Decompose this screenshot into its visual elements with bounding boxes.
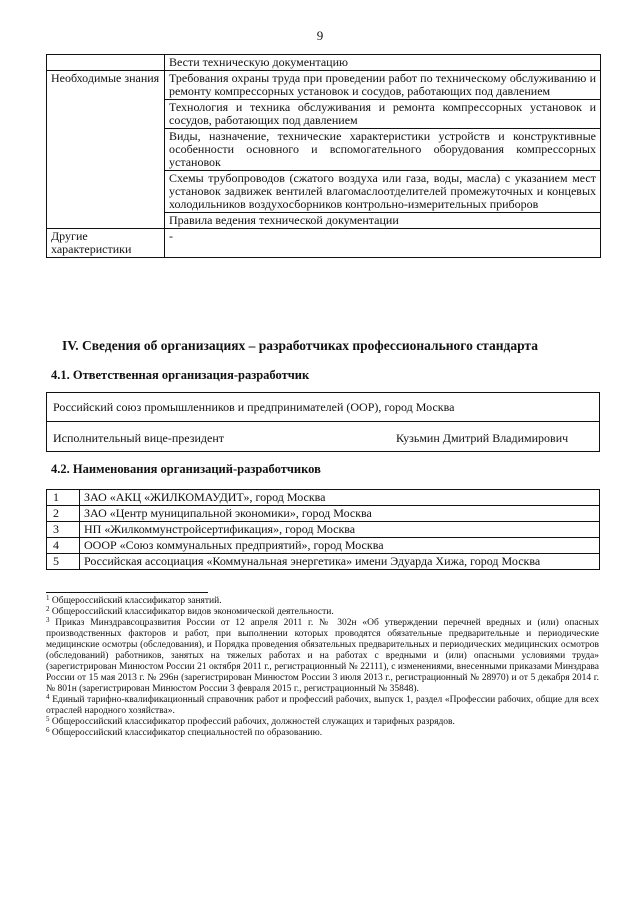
footnote: [46, 596, 599, 607]
developer-number: 3: [47, 522, 80, 538]
footnote-text: Приказ Минздравсоцразвития России от 12 апреля 2011 г. № 302н «Об утверждении перечней вредных и (или) опасных производственных факторов и работ, при выполнении которых проводятся обязательные предварительные и периодические медицинские осмотры (обследования), и Порядка проведения обязательных предварительных и периодических медицинских осмотров (обследований) работников, занятых на тяжелых работах и на работах с вредными и (или) опасными условиями труда» (зарегистрирован Минюстом России 21 октября 2011 г., регистрационный № 22111), с изменениями, внесенными приказами Минздрава России от 15 мая 2013 г. № 296н (зарегистрирован Минюстом России 3 июля 2013 г., регистрационный № 28970) и от 5 декабря 2014 г. № 801н (зарегистрирован Минюстом России 3 февраля 2015 г., регистрационный № 35848).: [46, 618, 599, 694]
row-label-knowledge: Необходимые знания: [47, 71, 165, 229]
footnotes: [46, 596, 599, 739]
responsible-org-row: [47, 393, 599, 422]
signatory-position: Исполнительный вице-президент: [53, 431, 225, 445]
subsection-title-responsible: 4.1. Ответственная организация-разработчик: [51, 368, 310, 382]
footnote-text: Общероссийский классификатор профессий рабочих, должностей служащих и тарифных разрядов.: [51, 717, 455, 727]
responsible-org-name: Российский союз промышленников и предпринимателей (ООР), город Москва: [53, 400, 455, 414]
footnote-text: Общероссийский классификатор специальностей по образованию.: [51, 728, 323, 738]
subsection-title-developers: 4.2. Наименования организаций-разработчиков: [51, 462, 321, 476]
developer-name: ЗАО «АКЦ «ЖИЛКОМАУДИТ», город Москва: [80, 490, 600, 506]
footnote-text: Единый тарифно-квалификационный справочник работ и профессий рабочих, выпуск 1, раздел «Профессии рабочих, общие для всех отраслей народного хозяйства».: [46, 695, 599, 716]
footnote-separator: [46, 592, 208, 593]
row-text: Требования охраны труда при проведении работ по техническому обслуживанию и ремонту компрессорных установок и сосудов, работающих под давлением: [165, 71, 601, 100]
row-text: Виды, назначение, технические характеристики устройств и конструктивные особенности основного и вспомогательного оборудования компрессорных установок: [165, 129, 601, 171]
table-row: [47, 506, 600, 522]
row-text: -: [165, 229, 601, 258]
footnote-mark: 6: [46, 726, 50, 734]
developer-name: ЗАО «Центр муниципальной экономики», город Москва: [80, 506, 600, 522]
row-text: Схемы трубопроводов (сжатого воздуха или газа, воды, масла) с указанием мест установок задвижек вентилей влагомаслоотделителей промежуточных и концевых холодильников воздухосборников контрольно-измерительных приборов: [165, 171, 601, 213]
developer-number: 4: [47, 538, 80, 554]
responsible-org-box: [46, 392, 600, 452]
footnote: [46, 717, 599, 728]
table-row: [47, 229, 601, 258]
row-text: Технология и техника обслуживания и ремонта компрессорных установок и сосудов, работающих под давлением: [165, 100, 601, 129]
footnote: [46, 728, 599, 739]
footnote: [46, 618, 599, 695]
row-label-other: Другие характеристики: [47, 229, 165, 258]
developers-table: [46, 489, 600, 570]
section-title: IV. Сведения об организациях – разработчиках профессионального стандарта: [62, 338, 538, 353]
developer-name: НП «Жилкоммунстройсертификация», город Москва: [80, 522, 600, 538]
competency-table: [46, 54, 601, 258]
page-number: 9: [316, 28, 324, 43]
footnote-mark: 1: [46, 594, 50, 602]
footnote-mark: 3: [46, 616, 50, 624]
developer-name: ОООР «Союз коммунальных предприятий», город Москва: [80, 538, 600, 554]
row-label: [47, 55, 165, 71]
footnote: [46, 607, 599, 618]
footnote-text: Общероссийский классификатор видов экономической деятельности.: [51, 607, 334, 617]
footnote-mark: 4: [46, 693, 50, 701]
row-text: Вести техническую документацию: [165, 55, 601, 71]
table-row: [47, 490, 600, 506]
row-text: Правила ведения технической документации: [165, 213, 601, 229]
developer-name: Российская ассоциация «Коммунальная энергетика» имени Эдуарда Хижа, город Москва: [80, 554, 600, 570]
table-row: [47, 71, 601, 100]
signatory-name: Кузьмин Дмитрий Владимирович: [396, 431, 569, 445]
table-row: [47, 55, 601, 71]
footnote-mark: 5: [46, 715, 50, 723]
developer-number: 1: [47, 490, 80, 506]
developer-number: 2: [47, 506, 80, 522]
table-row: [47, 538, 600, 554]
developer-number: 5: [47, 554, 80, 570]
footnote-text: Общероссийский классификатор занятий.: [51, 596, 222, 606]
table-row: [47, 522, 600, 538]
table-row: [47, 554, 600, 570]
footnote-mark: 2: [46, 605, 50, 613]
footnote: [46, 695, 599, 717]
